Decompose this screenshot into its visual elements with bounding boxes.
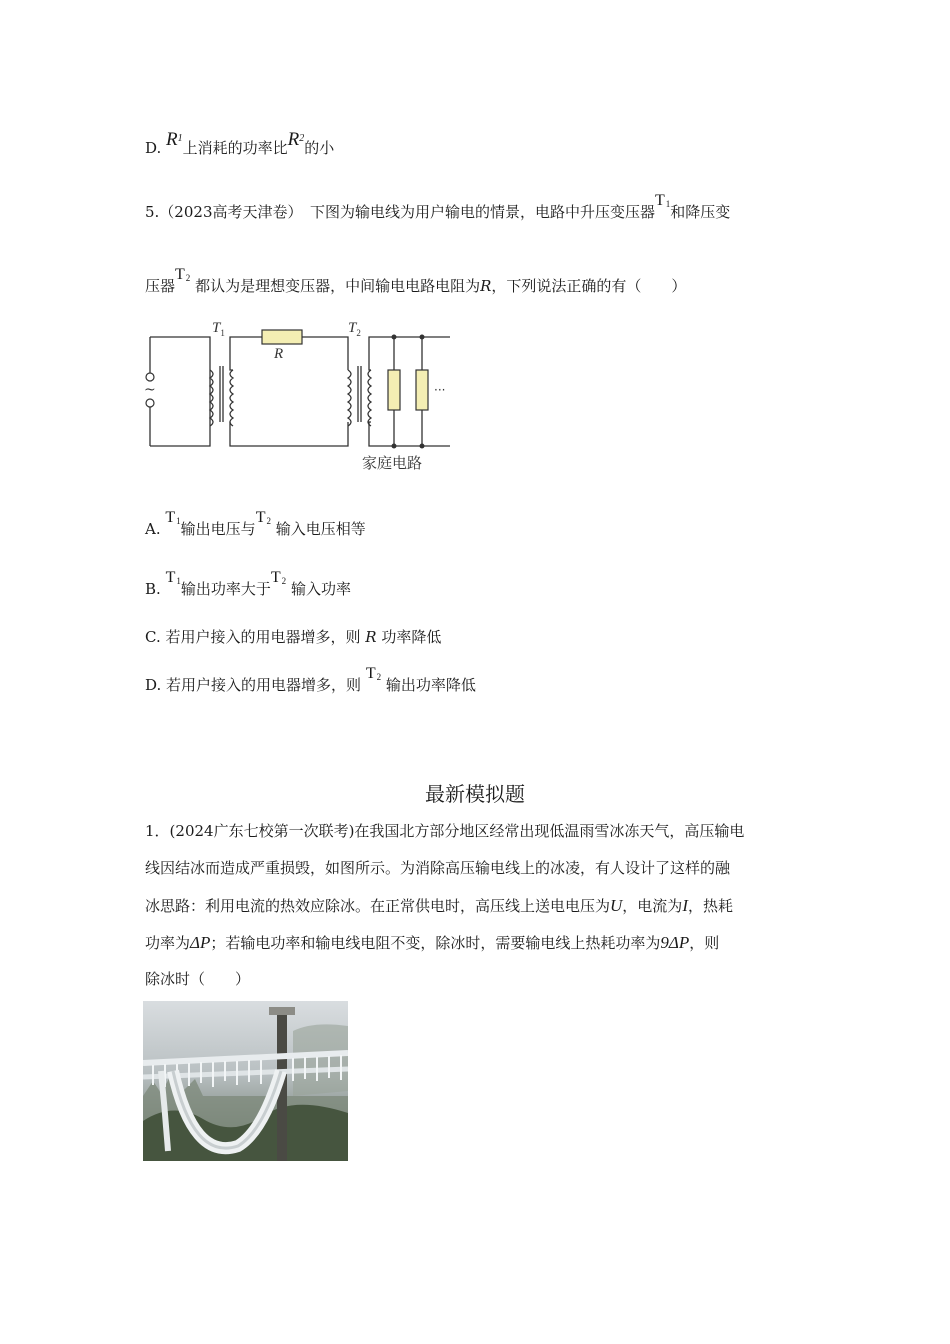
t2-symbol: T2 — [365, 665, 382, 682]
t1-secondary-coil — [230, 370, 233, 426]
household-wire-top — [369, 337, 450, 370]
household-circuit-caption: 家庭电路 — [362, 454, 423, 472]
section-title: 最新模拟题 — [425, 782, 525, 806]
q5-option-c: C. 若用户接入的用电器增多，则 R 功率降低 — [145, 628, 442, 646]
transmission-wire-bottom — [230, 422, 348, 446]
transmission-circuit-diagram — [140, 318, 460, 478]
t1-symbol: T1 — [655, 192, 671, 209]
ac-terminal-bottom — [146, 399, 154, 407]
t2-secondary-coil — [368, 370, 371, 426]
ac-symbol: ~ — [144, 382, 156, 398]
junction-dot — [392, 335, 397, 340]
household-wire-bottom — [369, 422, 450, 446]
r1-symbol: $R^1$ — [166, 129, 183, 150]
q5-option-a: A. T1输出电压与T2 输入电压相等 — [145, 509, 366, 538]
t2-label: $T_2$ — [348, 320, 361, 338]
transmission-wire-top-right — [302, 337, 348, 370]
q5-stem-line-2: 压器T2 都认为是理想变压器，中间输电电路电阻为R，下列说法正确的有（ ） — [145, 266, 687, 295]
q5-option-d: D. 若用户接入的用电器增多，则 T2 输出功率降低 — [145, 665, 476, 694]
source-loop-wire — [150, 337, 210, 446]
resistor-r-label: R — [274, 346, 284, 362]
q5-stem-line-1: 5.（2023高考天津卷） 下图为输电线为用户输电的情景，电路中升压变压器T1和降压变 — [145, 192, 731, 221]
t1-symbol: T1 — [165, 509, 181, 526]
voltage-u-symbol: U — [610, 896, 623, 915]
junction-dot — [420, 335, 425, 340]
t2-symbol: T2 — [175, 266, 191, 283]
junction-dot — [420, 444, 425, 449]
delta-p-symbol: ΔP — [190, 933, 211, 952]
r-symbol: R — [480, 277, 492, 295]
household-load-2 — [416, 370, 428, 410]
nine-delta-p-symbol: 9ΔP — [660, 933, 690, 952]
ac-terminal-top — [146, 373, 154, 381]
resistor-r — [262, 330, 302, 344]
r2-symbol: $R^2$ — [287, 129, 305, 150]
t2-primary-coil — [348, 370, 351, 426]
t2-symbol: T2 — [270, 569, 287, 586]
q5-option-b: B. T1输出功率大于T2 输入功率 — [145, 569, 351, 598]
iced-power-line-photo — [143, 1001, 348, 1161]
sim-question-1: 1．(2024广东七校第一次联考)在我国北方部分地区经常出现低温雨雪冰冻天气，高压输电 线因结冰而造成严重损毁，如图所示。为消除高压输电线上的冰凌，有人设计了这样的融 冰思路：利用电流的热效应除冰。在正常供电时，高压线上送电电压为U，电流为I，热耗 功率为ΔP；若输电功率和输电线电阻不变，除冰时，需要输电线上热耗功率为9ΔP，则 除冰时（ ） — [145, 822, 745, 988]
transmission-wire-top-left — [230, 337, 262, 370]
current-i-symbol: I — [682, 896, 688, 915]
t1-label: $T_1$ — [212, 320, 225, 338]
more-loads-ellipsis: ··· — [434, 383, 446, 397]
household-load-1 — [388, 370, 400, 410]
t2-symbol: T2 — [255, 509, 271, 526]
junction-dot — [392, 444, 397, 449]
t1-symbol: T1 — [165, 569, 181, 586]
q4-option-d: D. $R^1$上消耗的功率比$R^2$的小 — [145, 129, 335, 157]
r-symbol: R — [365, 628, 377, 646]
